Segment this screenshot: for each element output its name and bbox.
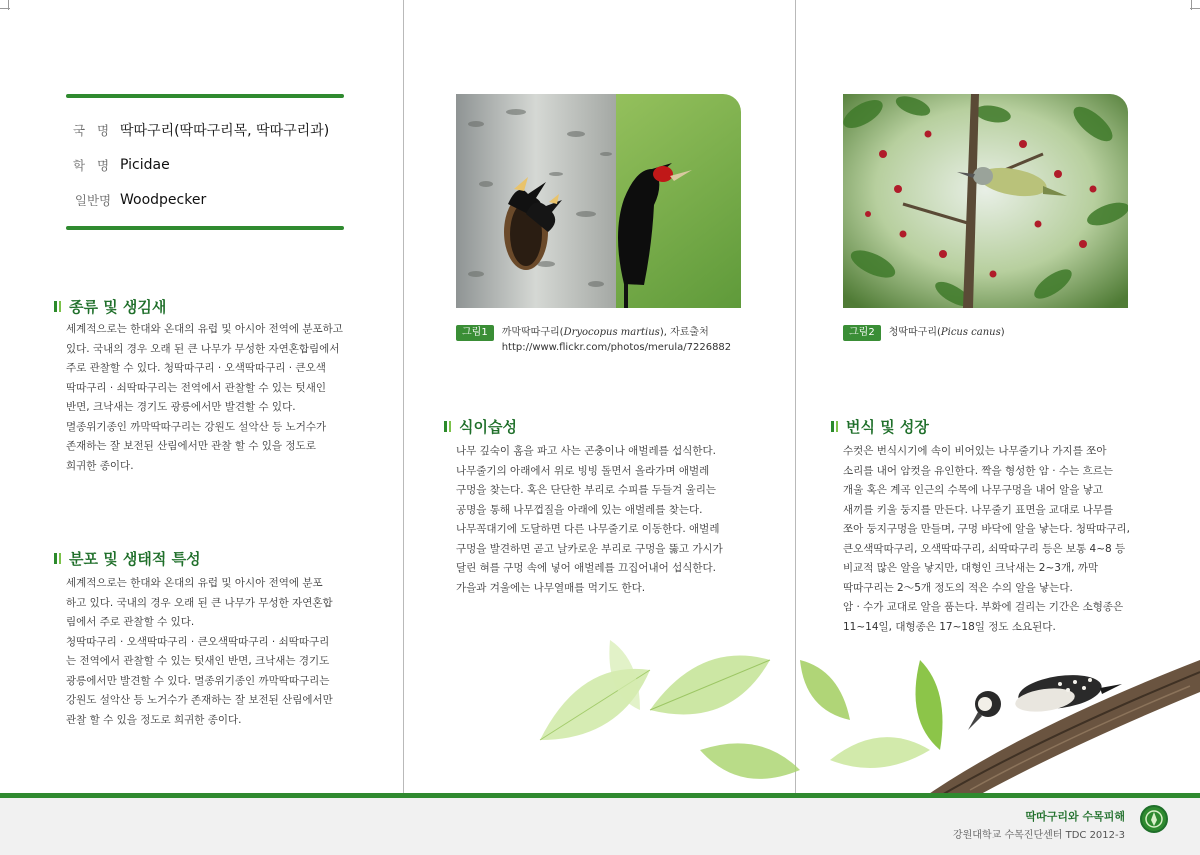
leaves-and-branch-decoration: [500, 620, 1200, 800]
emblem-mark-icon: [1142, 807, 1166, 831]
leaf-icon: [650, 656, 770, 715]
leaf-icon: [800, 660, 850, 720]
caption-name: 청딱따구리(: [888, 327, 941, 338]
text-line: 딱따구리는 2～5개 정도의 적은 수의 알을 낳는다.: [843, 581, 1073, 594]
text-line: 비교적 많은 알을 낳지만, 대형인 크낙새는 2~3개, 까막: [843, 562, 1099, 574]
info-key: 국 명: [72, 123, 114, 138]
caption-scientific-name: Dryocopus martius: [563, 327, 660, 338]
section-heading-feeding: [444, 416, 517, 437]
heading-bullet-icon: [831, 421, 838, 432]
text-line: 새끼를 키울 둥지를 만든다. 나무줄기 표면을 교대로 나무를: [843, 503, 1114, 516]
footer-subtitle: 강원대학교 수목진단센터 TDC 2012-3: [952, 830, 1125, 841]
section-title: 번식 및 성장: [846, 418, 929, 436]
section-body-types: [66, 320, 366, 476]
info-key: 학 명: [72, 158, 114, 173]
species-info-box: [66, 94, 344, 230]
section-body-feeding: [456, 442, 756, 598]
text-line: 큰오색딱따구리, 오색딱따구리, 쇠딱따구리 등은 보통 4~8 등: [843, 542, 1126, 555]
university-emblem-icon: [1140, 805, 1168, 833]
text-line: 구멍을 찾는다. 혹은 단단한 부리로 수피를 두들겨 울리는: [456, 484, 716, 496]
figure-tag: 그림1: [456, 325, 494, 341]
crop-mark: [8, 0, 9, 10]
text-line: 세계적으로는 한대와 온대의 유럽 및 아시아 전역에 분포: [66, 577, 323, 589]
heading-bullet-icon: [54, 301, 61, 312]
info-row-common-name: [66, 191, 206, 209]
section-title: 분포 및 생태적 특성: [69, 550, 201, 568]
info-row-korean-name: [66, 120, 329, 140]
crop-mark: [1191, 0, 1192, 10]
section-title: 종류 및 생김새: [69, 298, 167, 316]
text-line: 멸종위기종인 까막딱따구리는 강원도 설악산 등 노거수가: [66, 420, 327, 433]
text-line: 딱따구리 · 쇠딱따구리는 전역에서 관찰할 수 있는 텃새인: [66, 381, 326, 394]
text-line: 림에서 주로 관찰할 수 있다.: [66, 616, 195, 628]
heading-bullet-icon: [444, 421, 451, 432]
text-line: 존재하는 잘 보전된 산림에서만 관찰 할 수 있을 정도로: [66, 440, 316, 452]
text-line: 개울 혹은 계곡 인근의 수목에 나무구멍을 내어 알을 낳고: [843, 484, 1103, 496]
caption-text: [502, 325, 731, 355]
section-body-breeding: [843, 442, 1143, 637]
caption-tail: ): [1000, 327, 1005, 338]
info-value: Picidae: [120, 157, 170, 173]
section-title: 식이습성: [459, 418, 517, 436]
figure-tag: 그림2: [843, 325, 881, 341]
text-line: 11~14일, 대형종은 17~18일 정도 소요된다.: [843, 620, 1056, 633]
info-value: Woodpecker: [120, 192, 207, 208]
text-line: 강원도 설악산 등 노거수가 존재하는 잘 보전된 산림에서만: [66, 694, 333, 706]
text-line: 관찰 할 수 있을 정도로 희귀한 종이다.: [66, 713, 242, 726]
text-line: 광릉에서만 발견할 수 있다. 멸종위기종인 까막딱따구리는: [66, 674, 330, 687]
grey-headed-woodpecker-illustration: [843, 94, 1128, 308]
figure-caption-2: [843, 325, 1005, 341]
leaf-icon: [916, 660, 943, 750]
text-line: 는 전역에서 관찰할 수 있는 텃새인 반면, 크낙새는 경기도: [66, 655, 330, 667]
text-line: 하고 있다. 국내의 경우 오래 된 큰 나무가 무성한 자연혼합: [66, 596, 333, 609]
text-line: 달린 혀를 구멍 속에 넣어 애벌레를 끄집어내어 섭식한다.: [456, 562, 716, 574]
photo-black-woodpecker: [456, 94, 741, 308]
text-line: 반면, 크낙새는 경기도 광릉에서만 발견할 수 있다.: [66, 401, 296, 413]
text-line: 세계적으로는 한대와 온대의 유럽 및 아시아 전역에 분포하고: [66, 323, 343, 335]
info-bottom-rule: [66, 226, 344, 230]
info-row-scientific-name: [66, 156, 170, 174]
text-line: 가을과 겨울에는 나무열매를 먹기도 한다.: [456, 581, 646, 594]
text-line: 주로 관찰할 수 있다. 청딱따구리 · 오색딱따구리 · 큰오색: [66, 362, 326, 374]
photo-grey-headed-woodpecker: [843, 94, 1128, 308]
text-line: 나무 깊숙이 홈을 파고 사는 곤충이나 애벌레를 섭식한다.: [456, 445, 716, 457]
text-line: 청딱따구리 · 오색딱따구리 · 큰오색딱따구리 · 쇠딱따구리: [66, 635, 330, 648]
footer-title: 딱따구리와 수목피해: [1025, 810, 1125, 823]
caption-source-url: http://www.flickr.com/photos/merula/7226882: [501, 342, 732, 353]
text-line: 구멍을 발견하면 곧고 날카로운 부리로 구멍을 뚫고 가시가: [456, 542, 723, 555]
text-line: 수컷은 번식시기에 속이 비어있는 나무줄기나 가지를 쪼아: [843, 445, 1107, 457]
caption-scientific-name: Picus canus: [940, 327, 1001, 338]
heading-bullet-icon: [54, 553, 61, 564]
text-line: 쪼아 둥지구멍을 만들며, 구멍 바닥에 알을 낳는다. 청딱따구리,: [843, 523, 1130, 535]
section-body-distribution: [66, 574, 366, 730]
caption-text: [889, 325, 1005, 341]
info-top-rule: [66, 94, 344, 98]
text-line: 공명을 통해 나무껍질을 아래에 있는 애벌레를 찾는다.: [456, 503, 703, 516]
caption-tail: ), 자료출처: [659, 327, 709, 338]
section-heading-types: [54, 296, 166, 317]
text-line: 소리를 내어 암컷을 유인한다. 짝을 형성한 암 · 수는 흐르는: [843, 464, 1114, 477]
leaf-icon: [700, 743, 800, 779]
black-woodpecker-illustration: [456, 94, 741, 308]
text-line: 암 · 수가 교대로 알을 품는다. 부화에 걸리는 기간은 소형종은: [843, 601, 1124, 613]
text-line: 나무줄기의 아래에서 위로 빙빙 돌면서 올라가며 애벌레: [456, 464, 710, 477]
section-heading-breeding: [831, 416, 929, 437]
caption-name: 까막딱따구리(: [501, 327, 564, 338]
section-heading-distribution: [54, 548, 201, 569]
leaf-icon: [830, 737, 930, 768]
text-line: 있다. 국내의 경우 오래 된 큰 나무가 무성한 자연혼합림에서: [66, 342, 340, 355]
info-value: 딱따구리(딱따구리목, 딱따구리과): [120, 123, 330, 139]
info-key: 일반명: [74, 193, 112, 208]
text-line: 희귀한 종이다.: [66, 459, 134, 472]
text-line: 나무꼭대기에 도달하면 다른 나무줄기로 이동한다. 애벌레: [456, 523, 720, 535]
fold-line-1: [403, 0, 404, 795]
figure-caption-1: [456, 325, 731, 355]
